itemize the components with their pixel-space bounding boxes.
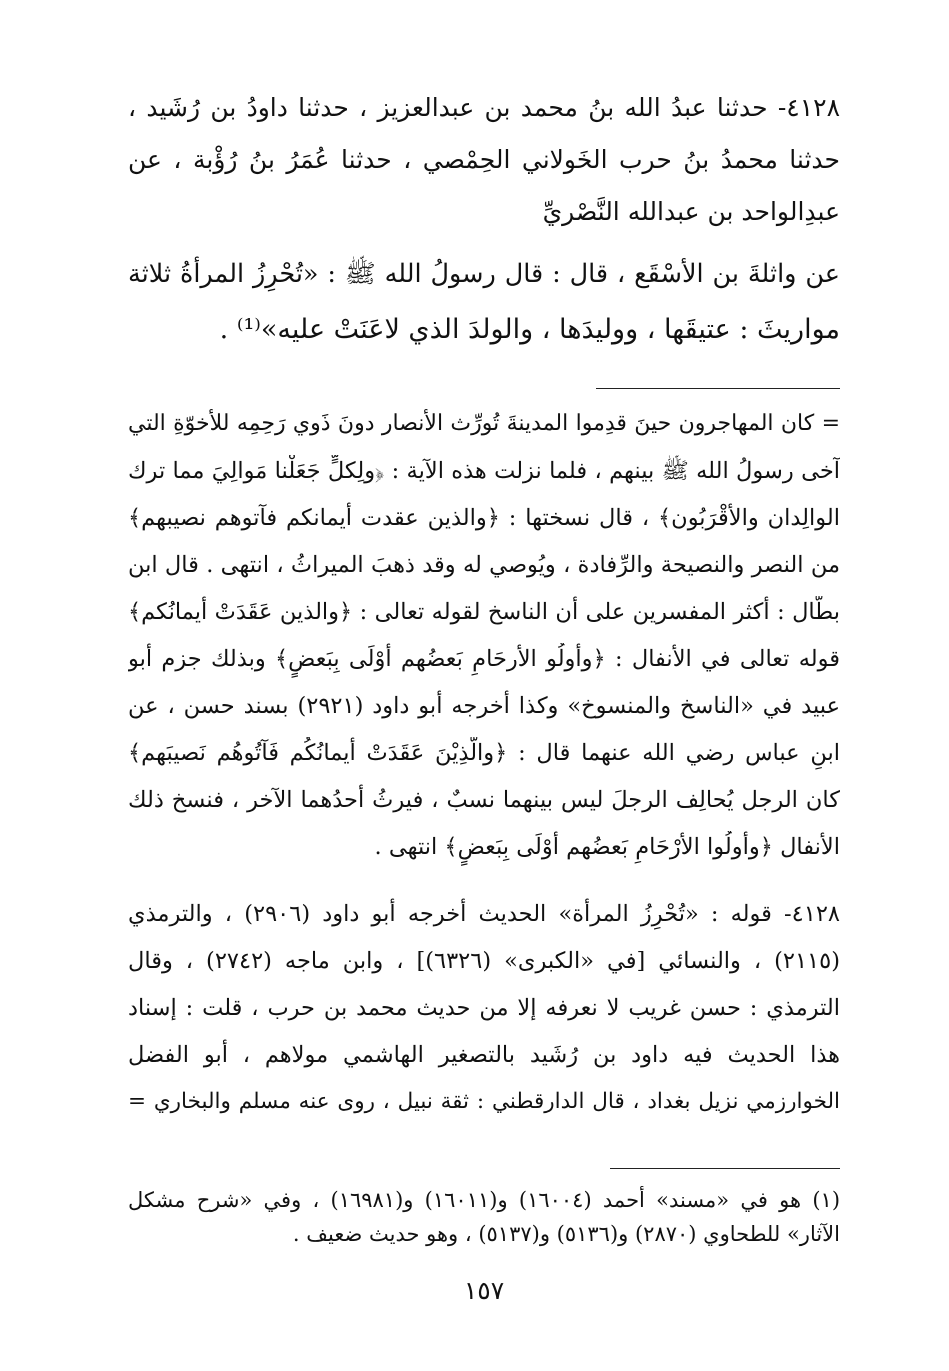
commentary-line-5: بطّال : أكثر المفسرين على أن الناسخ لقوله تعالى : ﴿والذين عَقَدَتْ أيمانُكم﴾ — [128, 599, 840, 625]
hadith-4128-note-line-3: الترمذي : حسن غريب لا نعرفه إلا من حديث محمد بن حرب ، قلت : إسناد — [128, 995, 840, 1021]
matn-line-2: مواريثَ : عتيقَها ، ووليدَها ، والولدَ الذي لاعَنَتْ عليه»⁽¹⁾ . — [219, 314, 840, 345]
commentary-line-2: آخى رسولُ الله ﷺ بينهم ، فلما نزلت هذه الآية : ﴿ولِكلٍّ جَعَلْنا مَوالِيَ مما ترك — [128, 458, 840, 484]
footnote-line-2: الآثار» للطحاوي (٢٨٧٠) و(٥١٣٦) و(٥١٣٧) ، وهو حديث ضعيف . — [292, 1222, 840, 1246]
commentary-line-6: قوله تعالى في الأنفال : ﴿وأُولُو الأرحَامِ بَعضُهم أَوْلَى بِبَعضٍ﴾ وبذلك جزم أبو — [128, 646, 840, 672]
commentary-line-4: من النصر والنصيحة والرِّفادة ، ويُوصي له وقد ذهبَ الميراثُ ، انتهى . قال ابن — [128, 552, 840, 578]
isnad-line-2: حدثنا محمدُ بنُ حرب الخَولاني الحِمْصي ، حدثنا عُمَرُ بنُ رُؤْبة ، عن — [128, 145, 840, 174]
commentary-line-8: ابنِ عباس رضي الله عنهما قال : ﴿والَّذِيْنَ عَقَدَتْ أَيمانُكُم فَآتُوهُم نَصيبَهم﴾ — [128, 740, 840, 766]
hadith-4128-note-line-4: هذا الحديث فيه داود بن رُشَيد بالتصغير الهاشمي مولاهم ، أبو الفضل — [128, 1042, 840, 1068]
commentary-line-9: كان الرجل يُحالِف الرجلَ ليس بينهما نسبٌ ، فيرثُ أحدُهما الآخر ، فنسخ ذلك — [128, 787, 840, 813]
footnote-separator — [610, 1168, 840, 1169]
isnad-line-3: عبدِالواحد بن عبدالله النَّصْريِّ — [542, 197, 840, 226]
hadith-4128-note-line-5: الخوارزمي نزيل بغداد ، قال الدارقطني : ثقة نبيل ، روى عنه مسلم والبخاري = — [128, 1089, 840, 1114]
isnad-line-1: ٤١٢٨- حدثنا عبدُ الله بنُ محمد بن عبدالعزيز ، حدثنا داودُ بن رُشَيد ، — [128, 93, 840, 122]
hadith-4128-note-line-2: (٢١١٥) ، والنسائي [في «الكبرى» (٦٣٢٦)] ، وابن ماجه (٢٧٤٢) ، وقال — [128, 948, 840, 974]
commentary-line-3: الوالِدان والأقْرَبُون﴾ ، قال نسختها : ﴿والذين عقدت أيمانكم فآتوهم نصيبهم﴾ — [128, 505, 840, 531]
page-number: ١٥٧ — [463, 1276, 505, 1305]
hadith-4128-note-line-1: ٤١٢٨- قوله : «تُحْرِزُ المرأة» الحديث أخرجه أبو داود (٢٩٠٦) ، والترمذي — [128, 901, 840, 927]
commentary-line-1: = كان المهاجرون حينَ قدِموا المدينةَ تُورِّث الأنصار دونَ ذَوي رَحِمِه للأُخوّةِ التي — [128, 411, 840, 436]
commentary-line-7: عبيد في «الناسخ والمنسوخ» وكذا أخرجه أبو داود (٢٩٢١) بسند حسن ، عن — [128, 693, 840, 719]
footnote-line-1: (١) هو في «مسند» أحمد (١٦٠٠٤) و(١٦٠١١) و(١٦٩٨١) ، وفي «شرح مشكل — [128, 1188, 840, 1212]
matn-line-1: عن واثلةَ بن الأسْقَع ، قال : قال رسولُ الله ﷺ : «تُحْرِزُ المرأةُ ثلاثة — [128, 259, 840, 289]
commentary-line-10: الأنفال ﴿وأُولُوا الأرْحَامِ بَعضُهم أَوْلَى بِبَعضٍ﴾ انتهى . — [374, 834, 840, 860]
main-text-separator — [596, 388, 840, 389]
book-page — [128, 0, 840, 1371]
